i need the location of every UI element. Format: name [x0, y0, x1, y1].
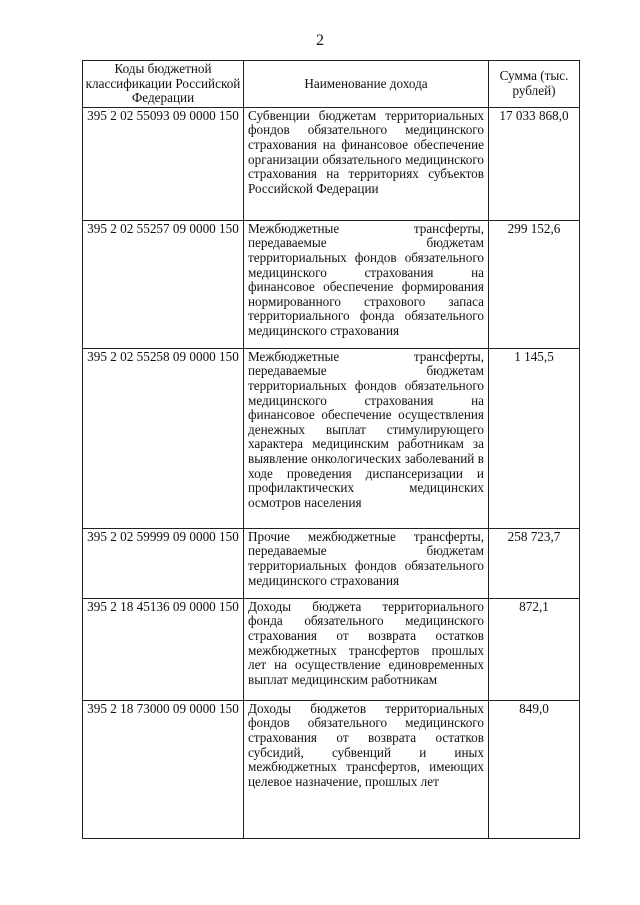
row-name: Субвенции бюджетам территориальных фондов обязательного медицинского страхования на финансовое обеспечение организации обязательного медицинского страхования на территориях субъектов Российской Федерации	[244, 107, 489, 220]
row-amount: 258 723,7	[489, 528, 580, 598]
row-code: 395 2 02 59999 09 0000 150	[83, 528, 244, 598]
row-name: Межбюджетные трансферты, передаваемые бюджетам территориальных фондов обязательного медицинского страхования на финансовое обеспечение осуществления денежных выплат стимулирующего характера медицинским работникам за выявление онкологических заболеваний в ходе проведения диспансеризации и профилактических медицинских осмотров населения	[244, 348, 489, 528]
header-name: Наименование дохода	[244, 61, 489, 108]
table-row	[83, 107, 580, 220]
row-amount: 299 152,6	[489, 220, 580, 348]
revenue-table	[82, 60, 580, 839]
row-amount: 17 033 868,0	[489, 107, 580, 220]
row-name: Доходы бюджета территориального фонда обязательного медицинского страхования от возврата остатков межбюджетных трансфертов прошлых лет на осуществление единовременных выплат медицинским работникам	[244, 598, 489, 700]
row-amount: 849,0	[489, 700, 580, 838]
row-amount: 1 145,5	[489, 348, 580, 528]
table-row	[83, 598, 580, 700]
table-row	[83, 348, 580, 528]
row-code: 395 2 18 45136 09 0000 150	[83, 598, 244, 700]
row-code: 395 2 02 55257 09 0000 150	[83, 220, 244, 348]
table-header-row	[83, 61, 580, 108]
table-row	[83, 528, 580, 598]
row-name: Прочие межбюджетные трансферты, передаваемые бюджетам территориальных фондов обязательного медицинского страхования	[244, 528, 489, 598]
row-amount: 872,1	[489, 598, 580, 700]
row-code: 395 2 18 73000 09 0000 150	[83, 700, 244, 838]
header-amount: Сумма (тыс. рублей)	[489, 61, 580, 108]
header-code: Коды бюджетной классификации Российской Федерации	[83, 61, 244, 108]
row-code: 395 2 02 55093 09 0000 150	[83, 107, 244, 220]
row-name: Межбюджетные трансферты, передаваемые бюджетам территориальных фондов обязательного медицинского страхования на финансовое обеспечение формирования нормированного страхового запаса территориального фонда обязательного медицинского страхования	[244, 220, 489, 348]
table-row	[83, 220, 580, 348]
table-row	[83, 700, 580, 838]
page-number: 2	[316, 32, 324, 49]
row-name: Доходы бюджетов территориальных фондов обязательного медицинского страхования от возврата остатков субсидий, субвенций и иных межбюджетных трансфертов, имеющих целевое назначение, прошлых лет	[244, 700, 489, 838]
row-code: 395 2 02 55258 09 0000 150	[83, 348, 244, 528]
